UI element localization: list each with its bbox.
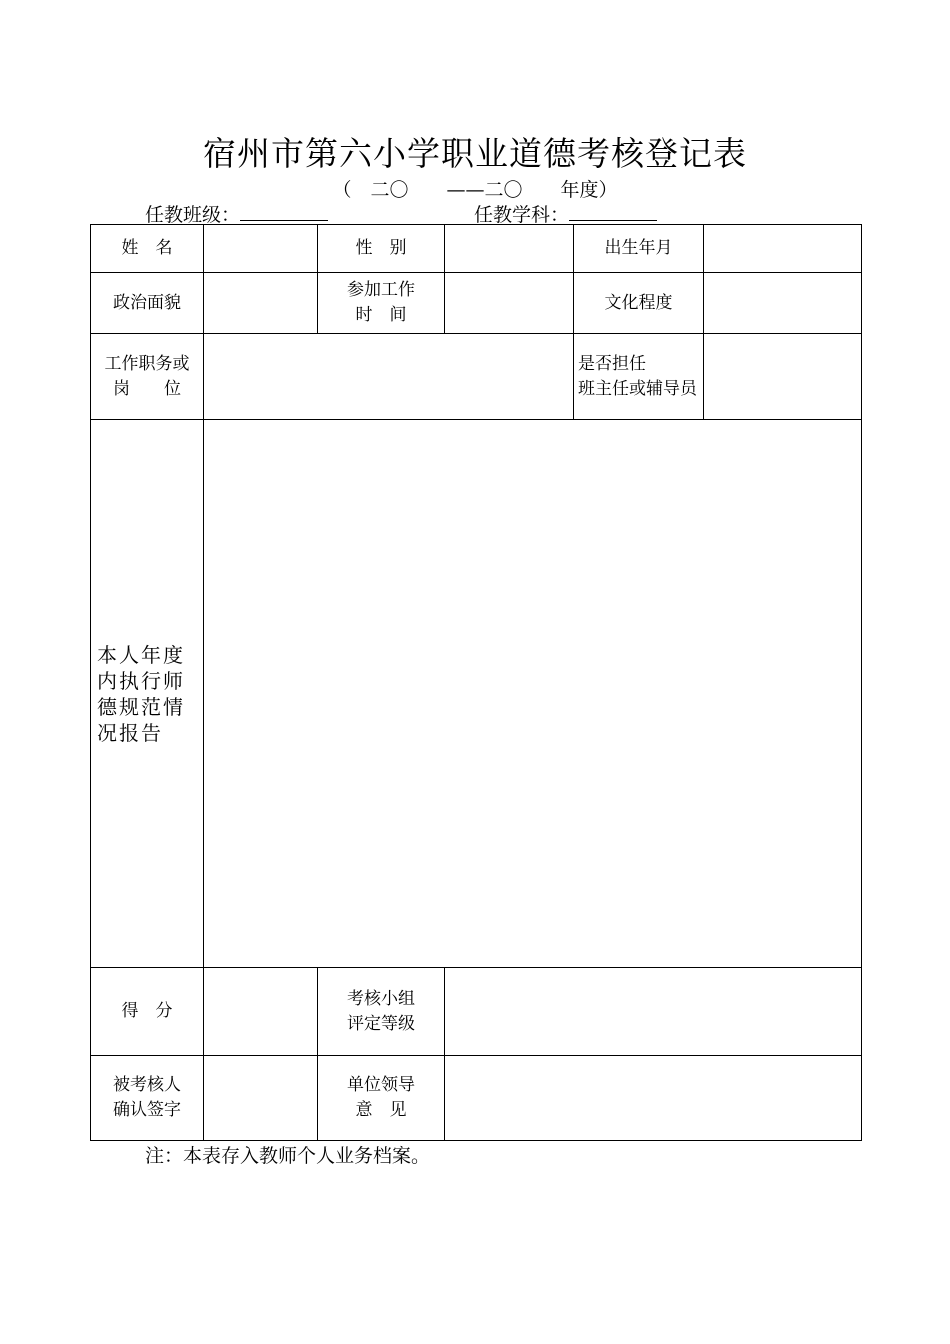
teaching-class-blank[interactable] <box>240 202 328 221</box>
name-label: 姓 名 <box>91 225 204 273</box>
group-rating-value-cell[interactable] <box>445 968 862 1056</box>
table-row <box>91 968 862 1056</box>
footnote: 注：本表存入教师个人业务档案。 <box>145 1145 431 1167</box>
head-teacher-value-cell[interactable] <box>704 334 862 420</box>
teaching-class-field <box>145 200 328 227</box>
score-value-cell[interactable] <box>204 968 318 1056</box>
form-title: 宿州市第六小学职业道德考核登记表 <box>203 134 747 173</box>
table-row <box>91 273 862 334</box>
report-label: 本人年度内执行师德规范情况报告 <box>91 420 204 968</box>
table-row <box>91 225 862 273</box>
education-label: 文化程度 <box>574 273 704 334</box>
teaching-class-label: 任教班级： <box>145 204 241 226</box>
position-label: 工作职务或 岗 位 <box>91 334 204 420</box>
teaching-subject-label: 任教学科： <box>474 204 570 226</box>
work-time-value-cell[interactable] <box>445 273 574 334</box>
table-row <box>91 334 862 420</box>
registration-table <box>90 224 862 1141</box>
academic-year-line: （ 二〇 ——二〇 年度） <box>332 179 618 201</box>
position-value-cell[interactable] <box>204 334 574 420</box>
teaching-subject-blank[interactable] <box>569 202 657 221</box>
gender-label: 性 别 <box>318 225 445 273</box>
birth-label: 出生年月 <box>574 225 704 273</box>
score-label: 得 分 <box>91 968 204 1056</box>
group-rating-label: 考核小组 评定等级 <box>318 968 445 1056</box>
name-value-cell[interactable] <box>204 225 318 273</box>
signature-value-cell[interactable] <box>204 1056 318 1141</box>
table-row <box>91 420 862 968</box>
birth-value-cell[interactable] <box>704 225 862 273</box>
report-value-cell[interactable] <box>204 420 862 968</box>
leader-opinion-label: 单位领导 意 见 <box>318 1056 445 1141</box>
politics-value-cell[interactable] <box>204 273 318 334</box>
politics-label: 政治面貌 <box>91 273 204 334</box>
signature-label: 被考核人 确认签字 <box>91 1056 204 1141</box>
work-time-label: 参加工作 时 间 <box>318 273 445 334</box>
teaching-subject-field <box>474 200 657 227</box>
leader-opinion-value-cell[interactable] <box>445 1056 862 1141</box>
table-row <box>91 1056 862 1141</box>
gender-value-cell[interactable] <box>445 225 574 273</box>
head-teacher-label: 是否担任 班主任或辅导员 <box>574 334 704 420</box>
education-value-cell[interactable] <box>704 273 862 334</box>
